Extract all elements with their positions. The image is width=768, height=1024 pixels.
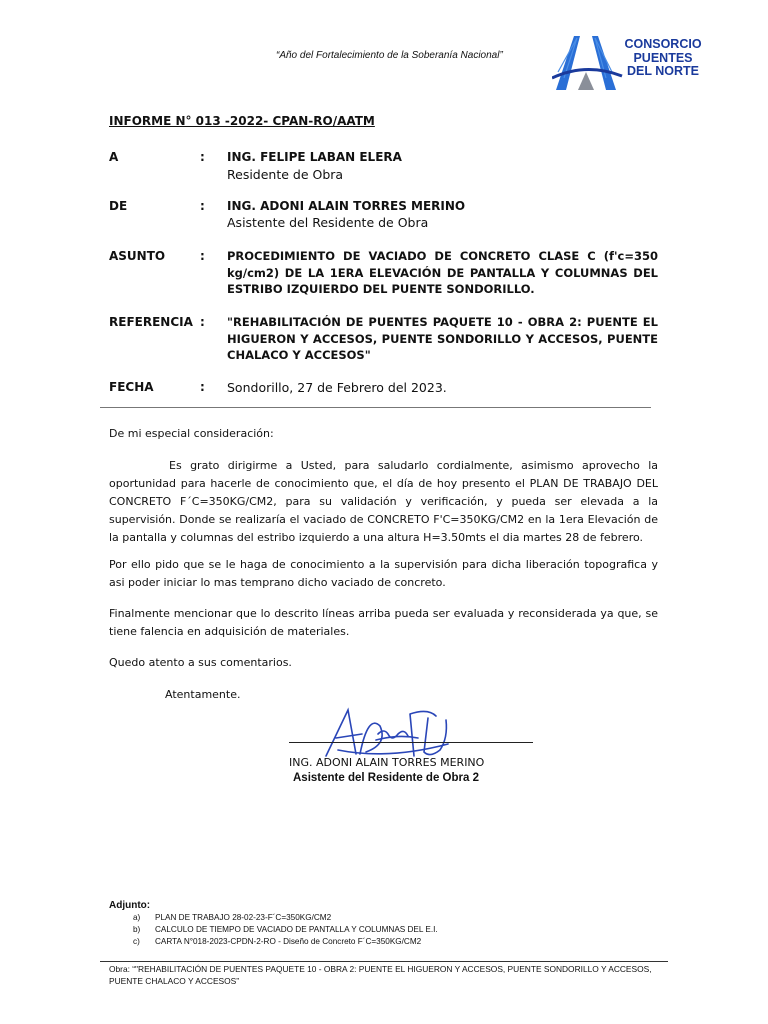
document-title: INFORME N° 013 -2022- CPAN-RO/AATM — [109, 114, 375, 128]
attachment-item — [133, 925, 438, 934]
greeting: De mi especial consideración: — [109, 427, 274, 440]
field-colon: : — [200, 199, 205, 213]
reference-text: "REHABILITACIÓN DE PUENTES PAQUETE 10 - OBRA 2: PUENTE EL HIGUERON Y ACCESOS, PUENTE SONDORILLO Y ACCESOS, PUENTE CHALACO Y ACCESOS" — [227, 315, 658, 362]
recipient-name: ING. FELIPE LABAN ELERA — [227, 150, 402, 164]
field-label-de: DE — [109, 199, 128, 213]
logo-line-3: DEL NORTE — [627, 64, 699, 78]
field-label-a: A — [109, 150, 119, 164]
date-text: Sondorillo, 27 de Febrero del 2023. — [227, 380, 447, 395]
logo-line-1: CONSORCIO — [624, 37, 702, 51]
attachment-text: CALCULO DE TIEMPO DE VACIADO DE PANTALLA Y COLUMNAS DEL E.I. — [155, 925, 438, 934]
footer-text: Obra: “"REHABILITACIÓN DE PUENTES PAQUETE 10 - OBRA 2: PUENTE EL HIGUERON Y ACCESOS, PUENTE SONDORILLO Y ACCESOS, PUENTE CHALACO Y ACCESOS” — [109, 964, 652, 986]
sender-name: ING. ADONI ALAIN TORRES MERINO — [227, 199, 466, 213]
attachment-item — [133, 937, 421, 946]
signatory-name: ING. ADONI ALAIN TORRES MERINO — [289, 756, 485, 769]
field-colon: : — [200, 249, 205, 263]
attachment-text: CARTA N°018-2023-CPDN-2-RO - Diseño de Concreto F´C=350KG/CM2 — [155, 937, 422, 946]
logo-line-2: PUENTES — [633, 50, 693, 65]
company-logo — [552, 32, 704, 90]
footer-divider — [100, 961, 668, 962]
attachment-marker: c) — [133, 937, 140, 946]
field-colon: : — [200, 150, 205, 164]
attachments-heading: Adjunto: — [109, 900, 151, 911]
paragraph-2: Por ello pido que se le haga de conocimiento a la supervisión para dicha liberación topografica y asi poder iniciar lo mas temprano dicho vaciado de concreto. — [109, 558, 658, 589]
paragraph-1: Es grato dirigirme a Usted, para saludarlo cordialmente, asimismo aprovecho la oportunidad para hacerle de conocimiento que, el día de hoy presento el PLAN DE TRABAJO DEL CONCRETO F´C=350KG/CM2, para su validación y verificación, y pueda ser elevada a la supervisión. Donde se realizaría el vaciado de CONCRETO F'C=350KG/CM2 en la 1era Elevación de la pantalla y columnas del estribo izquierdo a una altura H=3.50mts el dia martes 28 de febrero. — [109, 459, 658, 544]
header-motto: “Año del Fortalecimiento de la Soberanía Nacional” — [276, 50, 503, 61]
paragraph-4: Quedo atento a sus comentarios. — [109, 656, 292, 669]
attachment-marker: a) — [133, 913, 141, 922]
attachment-text: PLAN DE TRABAJO 28-02-23-F´C=350KG/CM2 — [155, 913, 332, 922]
attachment-item — [133, 913, 331, 922]
sender-role: Asistente del Residente de Obra — [227, 215, 429, 230]
paragraph-3: Finalmente mencionar que lo descrito líneas arriba pueda ser evaluada y reconsiderada ya que, se tiene falencia en adquisición de materiales. — [109, 607, 658, 638]
recipient-role: Residente de Obra — [227, 167, 344, 182]
closing: Atentamente. — [165, 688, 241, 701]
bridge-logo-icon — [552, 32, 624, 90]
attachment-marker: b) — [133, 925, 141, 934]
field-label-fecha: FECHA — [109, 380, 154, 394]
signatory-role: Asistente del Residente de Obra 2 — [293, 772, 479, 784]
subject-text: PROCEDIMIENTO DE VACIADO DE CONCRETO CLASE C (f'c=350 kg/cm2) DE LA 1ERA ELEVACIÓN DE PANTALLA Y COLUMNAS DEL ESTRIBO IZQUIERDO DEL PUENTE SONDORILLO. — [227, 249, 658, 296]
field-colon: : — [200, 315, 205, 329]
field-label-referencia: REFERENCIA — [109, 315, 193, 329]
signature-line — [289, 742, 533, 743]
field-colon: : — [200, 380, 205, 394]
header-divider — [100, 407, 651, 408]
field-label-asunto: ASUNTO — [109, 249, 166, 263]
